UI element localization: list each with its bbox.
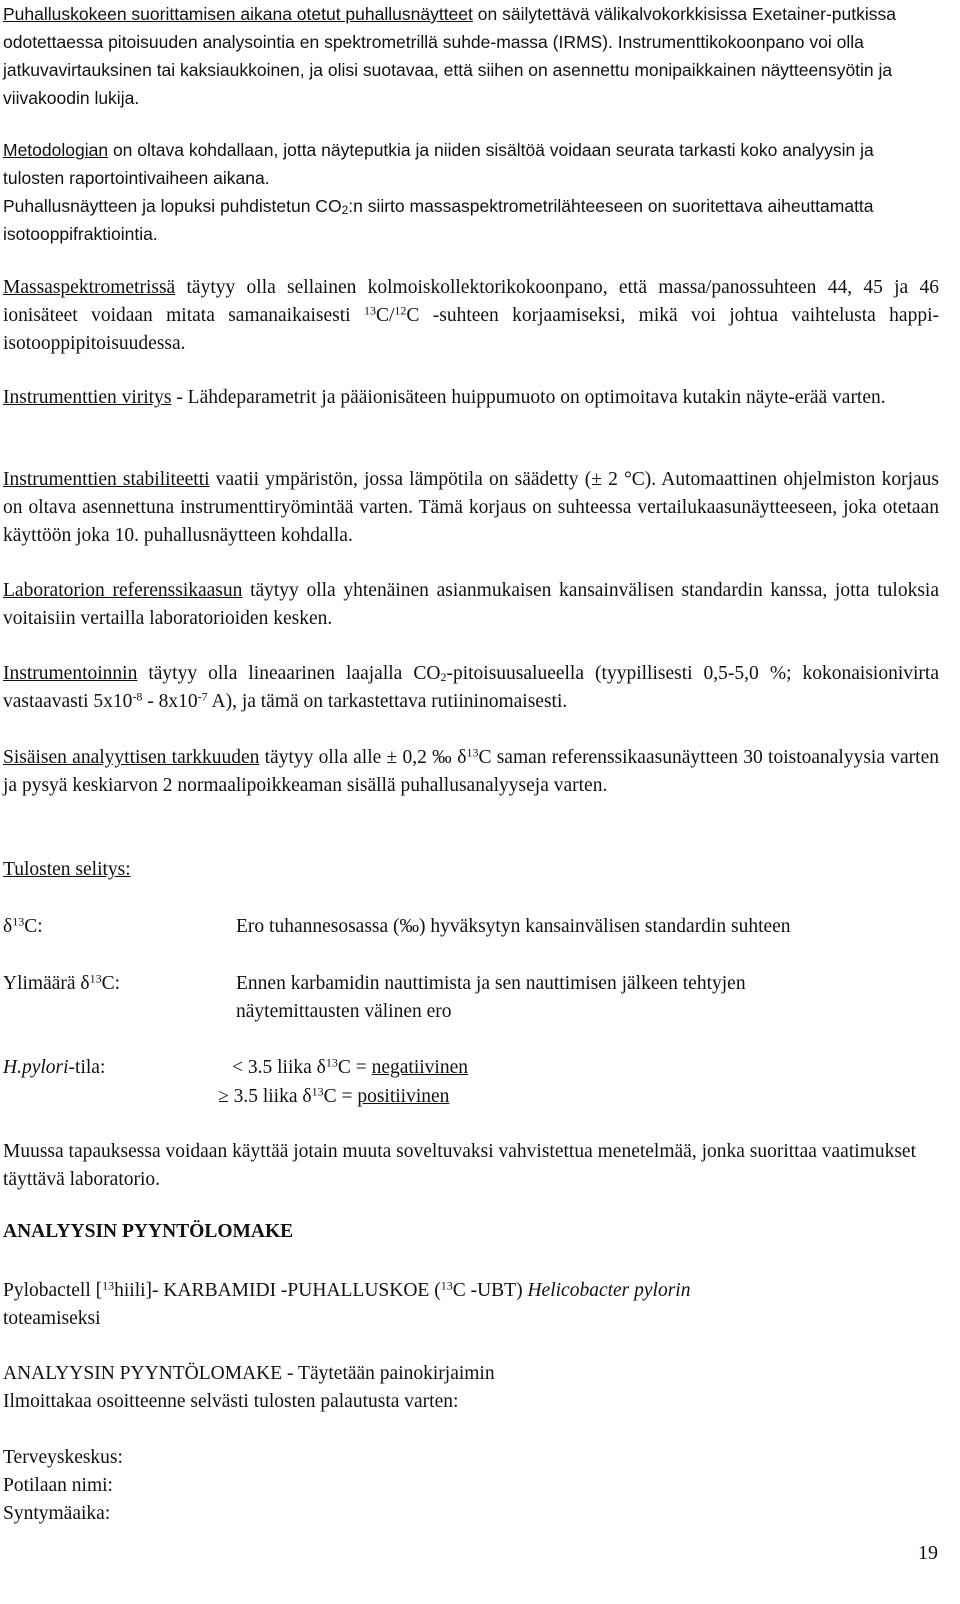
mass-spec-link: Massaspektrometrissä	[3, 277, 176, 298]
field-health-center: Terveyskeskus:	[3, 1447, 123, 1468]
field-patient-name: Potilaan nimi:	[3, 1475, 113, 1496]
stability-link: Instrumenttien stabiliteetti	[3, 469, 210, 490]
mass-spec-paragraph: Massaspektrometrissä täytyy olla sellainen kolmoiskollektorikokoonpano, että massa/panossuhteen 44, 45 ja 46 ionisäteet voidaan mitata samanaikaisesti $^{13}$C/$^{12}$C -suhteen korjaamiseksi, mikä voi johtua vaihtelusta happi-isotooppipitoisuudessa.	[3, 277, 939, 354]
stability-paragraph: Instrumenttien stabiliteetti vaatii ympäristön, jossa lämpötila on säädetty (± 2 °C). Automaattinen ohjelmiston korjaus on oltava asennettuna instrumenttiryömintää varten. Tämä korjaus on suhteessa vertailukaasunäytteeseen, joka otetaan käyttöön joka 10. puhallusnäytteen kohdalla.	[3, 469, 939, 546]
form-instruction-2: Ilmoittakaa osoitteenne selvästi tulosten palautusta varten:	[3, 1391, 459, 1412]
reference-gas-link: Laboratorion referenssikaasun	[3, 580, 243, 601]
results-heading: Tulosten selitys:	[3, 859, 131, 880]
intro-paragraph: Puhalluskokeen suorittamisen aikana otetut puhallusnäytteet on säilytettävä välikalvokorkkisissa Exetainer-putkissa odotettaessa pitoisuuden analysointia en spektrometrillä suhde-massa (IRMS). Instrumenttikokoonpano voi olla jatkuvavirtauksinen tai kaksiaukkoinen, ja olisi suotavaa, että siihen on asennettu monipaikkainen näytteensyötin ja viivakoodin lukija.	[3, 4, 896, 108]
delta-definition: Ero tuhannesosassa (‰) hyväksytyn kansainvälisen standardin suhteen	[236, 916, 791, 937]
hpylori-term: H.pylori-tila:	[3, 1057, 106, 1078]
methodology-link: Metodologian	[3, 140, 109, 160]
methodology-paragraph: Metodologian on oltava kohdallaan, jotta näyteputkia ja niiden sisältöä voidaan seurata tarkasti koko analyysin ja tulosten raportointivaiheen aikana. Puhallusnäytteen ja lopuksi puhdistetun $CO_2:n$ siirto massaspektrometrilähteeseen on suoritettava aiheuttamatta isotooppifraktiointia.	[3, 140, 874, 244]
intro-link: Puhalluskokeen suorittamisen aikana otetut puhallusnäytteet	[3, 4, 473, 24]
form-instruction-1: ANALYYSIN PYYNTÖLOMAKE - Täytetään painokirjaimin	[3, 1363, 495, 1384]
precision-link: Sisäisen analyyttisen tarkkuuden	[3, 747, 260, 768]
field-birth-date: Syntymäaika:	[3, 1503, 111, 1524]
other-methods-paragraph: Muussa tapauksessa voidaan käyttää jotain muuta soveltuvaksi vahvistettua menetelmää, jonka suorittaa vaatimukset täyttävä laboratorio.	[3, 1141, 917, 1190]
tuning-paragraph: Instrumenttien viritys - Lähdeparametrit ja pääionisäteen huippumuoto on optimoitava kutakin näyte-erää varten.	[3, 387, 886, 408]
hpylori-negative: < 3.5 liika $\delta^{13}C$ = negatiivinen	[232, 1055, 468, 1078]
instrumentation-link: Instrumentoinnin	[3, 663, 138, 684]
instrumentation-paragraph: Instrumentoinnin täytyy olla lineaarinen laajalla $CO_2$-pitoisuusalueella (tyypillisesti 0,5-5,0 %; kokonaisionivirta vastaavasti $5x10^{-8} - 8x10^{-7}$ A), ja tämä on tarkastettava rutiininomaisesti.	[3, 663, 939, 712]
tuning-link: Instrumenttien viritys	[3, 387, 172, 408]
form-heading: ANALYYSIN PYYNTÖLOMAKE	[3, 1221, 294, 1242]
excess-term: Ylimäärä $\delta^{13}C$:	[3, 971, 121, 994]
product-title: Pylobactell [$^{13}$hiili]- KARBAMIDI -PUHALLUSKOE ($^{13}$C -UBT) Helicobacter pylorin toteamiseksi	[3, 1278, 691, 1329]
delta-term: $\delta^{13}C$:	[3, 914, 43, 937]
precision-paragraph: Sisäisen analyyttisen tarkkuuden täytyy olla alle ± 0,2 ‰ $\delta^{13}C$ saman referenssikaasunäytteen 30 toistoanalyysia varten ja pysyä keskiarvon 2 normaalipoikkeaman sisällä puhallusanalyyseja varten.	[3, 745, 939, 796]
page-number: 19	[918, 1542, 938, 1564]
hpylori-positive: ≥ 3.5 liika $\delta^{13}C$ = positiivinen	[218, 1084, 450, 1107]
excess-definition: Ennen karbamidin nauttimista ja sen nauttimisen jälkeen tehtyjen näytemittausten välinen ero	[236, 973, 746, 1022]
reference-gas-paragraph: Laboratorion referenssikaasun täytyy olla yhtenäinen asianmukaisen kansainvälisen standardin kanssa, jotta tuloksia voitaisiin vertailla laboratorioiden kesken.	[3, 580, 939, 629]
